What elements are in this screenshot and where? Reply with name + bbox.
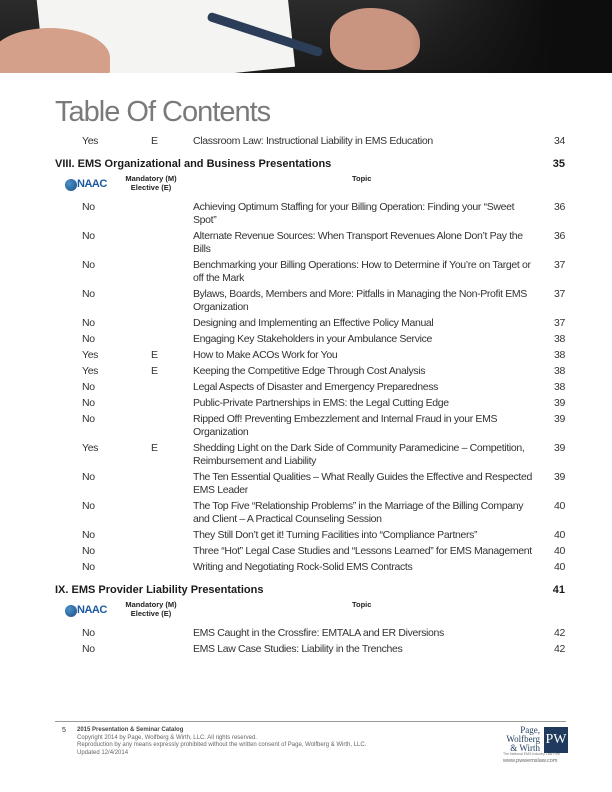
page-number-cell[interactable]: 39 <box>554 442 565 454</box>
elective-cell: E <box>151 135 158 147</box>
globe-icon <box>65 605 77 617</box>
topic-cell: Keeping the Competitive Edge Through Cost Analysis <box>193 365 426 377</box>
required-cell: Yes <box>82 349 99 361</box>
toc-row <box>55 333 565 346</box>
mandatory-elective-header: Mandatory (M) Elective (E) <box>125 174 177 192</box>
section-title: VIII. EMS Organizational and Business Presentations <box>55 158 332 170</box>
footer-page-number: 5 <box>62 727 66 734</box>
header-photo-banner <box>0 0 612 73</box>
topic-cell: Three “Hot” Legal Case Studies and “Lessons Learned” for EMS Management <box>193 545 532 557</box>
topic-cell: They Still Don’t get it! Turning Facilities into “Compliance Partners” <box>193 529 478 541</box>
page-number-cell[interactable]: 40 <box>554 545 565 557</box>
toc-row <box>55 561 565 574</box>
page-number-cell[interactable]: 39 <box>554 413 565 425</box>
required-cell: No <box>82 413 95 425</box>
pww-logo <box>503 725 568 764</box>
toc-row <box>55 643 565 656</box>
logo-tagline: The National EMS Industry Law Firm <box>503 752 561 756</box>
topic-cell: EMS Caught in the Crossfire: EMTALA and ER Diversions <box>193 627 444 639</box>
page-number-cell[interactable]: 37 <box>554 288 565 300</box>
topic-cell: Benchmarking your Billing Operations: How to Determine if You’re on Target or off the Mark <box>193 259 531 284</box>
required-cell: No <box>82 333 95 345</box>
footer-catalog: 2015 Presentation & Seminar Catalog <box>77 727 184 733</box>
required-cell: No <box>82 317 95 329</box>
required-cell: No <box>82 381 95 393</box>
required-cell: No <box>82 500 95 512</box>
required-cell: No <box>82 259 95 271</box>
elective-cell: E <box>151 349 158 361</box>
toc-row <box>55 545 565 558</box>
page-number-cell[interactable]: 36 <box>554 201 565 213</box>
topic-cell: Writing and Negotiating Rock-Solid EMS Contracts <box>193 561 413 573</box>
footer-website-link[interactable]: www.pwwemslaw.com <box>503 758 558 764</box>
mandatory-elective-header: Mandatory (M) Elective (E) <box>125 600 177 618</box>
page-number-cell[interactable]: 36 <box>554 230 565 242</box>
globe-icon <box>65 179 77 191</box>
section-spacer <box>55 577 565 581</box>
required-cell: No <box>82 201 95 213</box>
required-cell: No <box>82 561 95 573</box>
table-of-contents <box>55 135 565 659</box>
topic-cell: Bylaws, Boards, Members and More: Pitfalls in Managing the Non-Profit EMS Organization <box>193 288 527 313</box>
topic-cell: Ripped Off! Preventing Embezzlement and Internal Fraud in your EMS Organization <box>193 413 498 438</box>
required-cell: Yes <box>82 442 99 454</box>
required-cell: No <box>82 397 95 409</box>
section-heading-row <box>55 583 565 597</box>
required-cell: No <box>82 643 95 655</box>
toc-row <box>55 201 565 227</box>
footer-copyright: Copyright 2014 by Page, Wolfberg & Wirth, LLC. All rights reserved. <box>77 734 257 741</box>
topic-cell: The Top Five “Relationship Problems” in the Marriage of the Billing Company and Client – A Practical Counseling Session <box>193 500 524 525</box>
footer-info <box>77 727 366 757</box>
toc-row <box>55 135 565 155</box>
right-hand <box>330 8 420 70</box>
logo-line-2: Wolfberg <box>506 734 540 744</box>
toc-row <box>55 413 565 439</box>
toc-row <box>55 627 565 640</box>
required-cell: No <box>82 529 95 541</box>
column-header <box>55 171 565 201</box>
toc-row <box>55 259 565 285</box>
required-cell: No <box>82 288 95 300</box>
page-number-cell[interactable]: 38 <box>554 365 565 377</box>
naac-logo-text: NAAC <box>77 178 107 190</box>
page-number-cell[interactable]: 39 <box>554 471 565 483</box>
topic-cell: Achieving Optimum Staffing for your Billing Operation: Finding your “Sweet Spot” <box>193 201 515 226</box>
page-title: Table Of Contents <box>55 96 271 128</box>
toc-row <box>55 471 565 497</box>
page-number-cell[interactable]: 42 <box>554 643 565 655</box>
toc-row <box>55 349 565 362</box>
toc-row <box>55 442 565 468</box>
required-cell: No <box>82 471 95 483</box>
section-title: IX. EMS Provider Liability Presentations <box>55 584 264 596</box>
section-heading-row <box>55 157 565 171</box>
toc-row <box>55 397 565 410</box>
topic-cell: Legal Aspects of Disaster and Emergency Preparedness <box>193 381 439 393</box>
topic-cell: Shedding Light on the Dark Side of Community Paramedicine – Competition, Reimbursement and Liability <box>193 442 525 467</box>
topic-cell: Engaging Key Stakeholders in your Ambulance Service <box>193 333 432 345</box>
naac-logo-text: NAAC <box>77 604 107 616</box>
page-number-cell[interactable]: 39 <box>554 397 565 409</box>
toc-row <box>55 230 565 256</box>
required-cell: No <box>82 230 95 242</box>
topic-cell: Public-Private Partnerships in EMS: the Legal Cutting Edge <box>193 397 449 409</box>
elective-cell: E <box>151 442 158 454</box>
section-page-number[interactable]: 35 <box>552 158 565 170</box>
toc-row <box>55 381 565 394</box>
page-number-cell[interactable]: 40 <box>554 529 565 541</box>
logo-line-1: Page, <box>520 725 540 735</box>
topic-cell: How to Make ACOs Work for You <box>193 349 338 361</box>
topic-cell: Classroom Law: Instructional Liability in EMS Education <box>193 135 433 147</box>
topic-cell: The Ten Essential Qualities – What Really Guides the Effective and Respected EMS Leader <box>193 471 532 496</box>
logo-mark: PW <box>544 727 568 753</box>
page-number-cell[interactable]: 37 <box>554 317 565 329</box>
page-number-cell[interactable]: 40 <box>554 561 565 573</box>
elective-cell: E <box>151 365 158 377</box>
required-cell: No <box>82 545 95 557</box>
page-number-cell[interactable]: 37 <box>554 259 565 271</box>
toc-row <box>55 288 565 314</box>
required-cell: Yes <box>82 135 99 147</box>
topic-cell: Designing and Implementing an Effective Policy Manual <box>193 317 434 329</box>
section-page-number[interactable]: 41 <box>552 584 565 596</box>
toc-row <box>55 529 565 542</box>
page-number-cell[interactable]: 34 <box>554 135 565 147</box>
page-number-cell[interactable]: 38 <box>554 381 565 393</box>
page-number-cell[interactable]: 38 <box>554 349 565 361</box>
logo-name <box>506 726 540 753</box>
topic-header: Topic <box>352 600 372 609</box>
banner-shade <box>412 0 612 73</box>
column-header <box>55 597 565 627</box>
toc-row <box>55 365 565 378</box>
footer-updated: Updated 12/4/2014 <box>77 749 129 756</box>
topic-cell: EMS Law Case Studies: Liability in the Trenches <box>193 643 403 655</box>
toc-row <box>55 500 565 526</box>
required-cell: Yes <box>82 365 99 377</box>
logo-line-3: & Wirth <box>510 743 540 753</box>
topic-cell: Alternate Revenue Sources: When Transport Revenues Alone Don’t Pay the Bills <box>193 230 523 255</box>
page-number-cell[interactable]: 40 <box>554 500 565 512</box>
footer-divider <box>55 721 566 722</box>
page-number-cell[interactable]: 42 <box>554 627 565 639</box>
toc-row <box>55 317 565 330</box>
footer-reproduction: Reproduction by any means expressly prohibited without the written consent of Page, Wolfberg & Wirth, LLC. <box>77 742 367 749</box>
required-cell: No <box>82 627 95 639</box>
page-number-cell[interactable]: 38 <box>554 333 565 345</box>
topic-header: Topic <box>352 174 372 183</box>
